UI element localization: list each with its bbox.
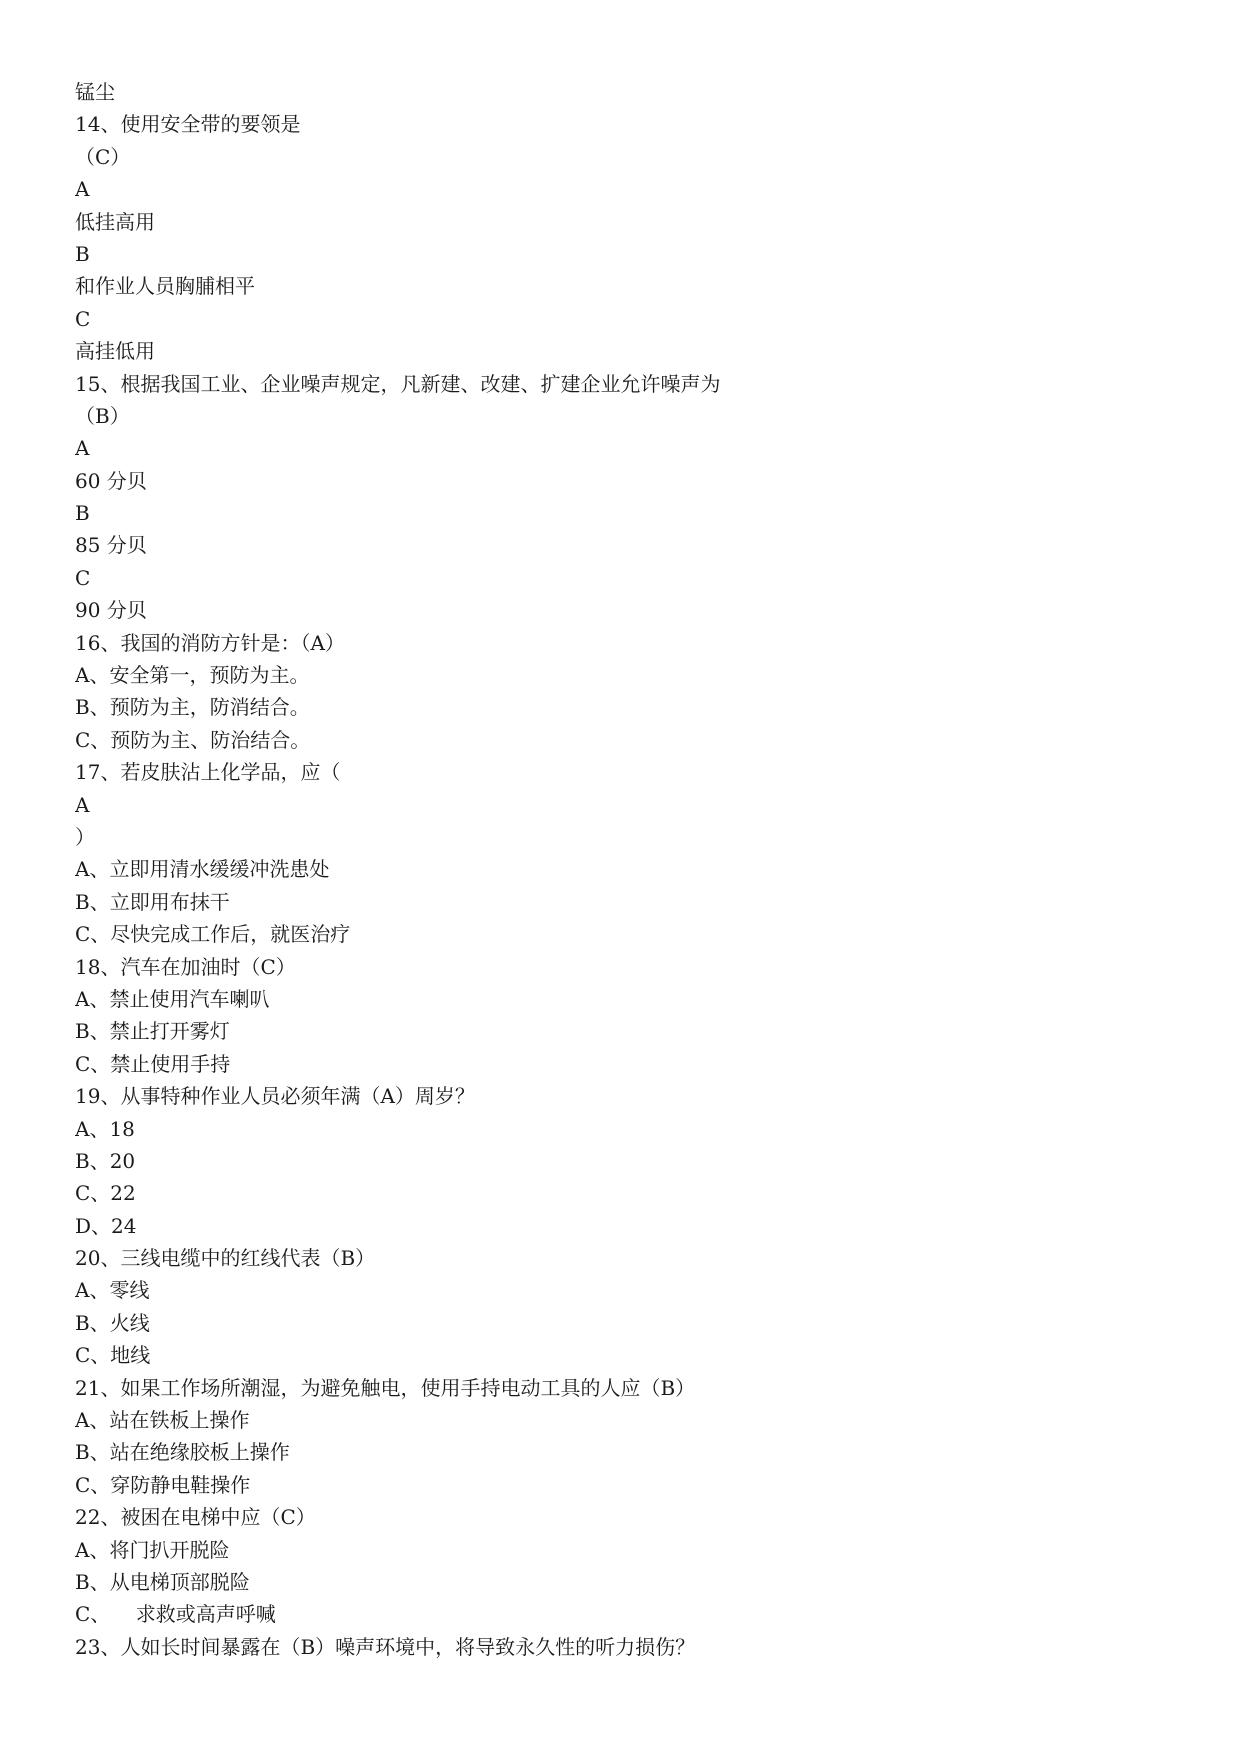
document-line: 锰尘 (75, 80, 115, 104)
document-line: 22、被困在电梯中应（C） (75, 1505, 316, 1530)
document-line: A、站在铁板上操作 (75, 1408, 250, 1433)
document-body (75, 76, 1175, 1663)
document-line: B、站在绝缘胶板上操作 (75, 1440, 290, 1465)
document-line: C (75, 565, 91, 590)
document-line: B、从电梯顶部脱险 (75, 1569, 250, 1594)
document-line: C、地线 (75, 1343, 151, 1368)
document-line: A (75, 436, 90, 461)
document-line: 和作业人员胸脯相平 (75, 274, 255, 299)
document-line: B、立即用布抹干 (75, 889, 230, 914)
document-line: C、 求救或高声呼喊 (75, 1602, 276, 1627)
document-line: C、预防为主、防治结合。 (75, 727, 311, 752)
document-line: C、尽快完成工作后，就医治疗 (75, 922, 351, 947)
document-line: ） (75, 824, 95, 849)
document-line: 15、根据我国工业、企业噪声规定，凡新建、改建、扩建企业允许噪声为 (75, 371, 721, 396)
document-line: B、火线 (75, 1310, 150, 1335)
document-line: C、22 (75, 1181, 136, 1206)
document-line: 19、从事特种作业人员必须年满（A）周岁？ (75, 1084, 475, 1109)
document-line: B (75, 241, 90, 266)
document-line: 21、如果工作场所潮湿，为避免触电，使用手持电动工具的人应（B） (75, 1375, 696, 1400)
document-line: C、穿防静电鞋操作 (75, 1472, 251, 1497)
document-line: B (75, 501, 90, 526)
document-line: C (75, 306, 91, 331)
document-line: 23、人如长时间暴露在（B）噪声环境中，将导致永久性的听力损伤？ (75, 1634, 696, 1659)
document-line: （C） (75, 144, 131, 169)
document-line: 18、汽车在加油时（C） (75, 954, 296, 979)
document-line: 20、三线电缆中的红线代表（B） (75, 1246, 376, 1271)
document-line: 60 分贝 (75, 468, 147, 493)
document-line: 低挂高用 (75, 209, 155, 234)
document-line: A (75, 177, 90, 202)
document-line: D、24 (75, 1213, 137, 1238)
document-line: 90 分贝 (75, 598, 147, 623)
document-line: 85 分贝 (75, 533, 147, 558)
document-line: A、立即用清水缓缓冲洗患处 (75, 857, 330, 882)
document-line: 16、我国的消防方针是：（A） (75, 630, 345, 655)
document-line: 14、使用安全带的要领是 (75, 112, 301, 137)
document-line: B、预防为主，防消结合。 (75, 695, 310, 720)
document-line: C、禁止使用手持 (75, 1051, 231, 1076)
document-line: （B） (75, 403, 130, 428)
document-line: A (75, 792, 90, 817)
document-line: A、禁止使用汽车喇叭 (75, 986, 270, 1011)
document-line: B、20 (75, 1148, 136, 1173)
document-line: A、18 (75, 1116, 135, 1141)
document-line: A、零线 (75, 1278, 150, 1303)
document-line: 高挂低用 (75, 339, 155, 364)
document-line: B、禁止打开雾灯 (75, 1019, 230, 1044)
document-line: A、安全第一，预防为主。 (75, 663, 310, 688)
document-line: 17、若皮肤沾上化学品，应（ (75, 760, 341, 785)
document-line: A、将门扒开脱险 (75, 1537, 230, 1562)
